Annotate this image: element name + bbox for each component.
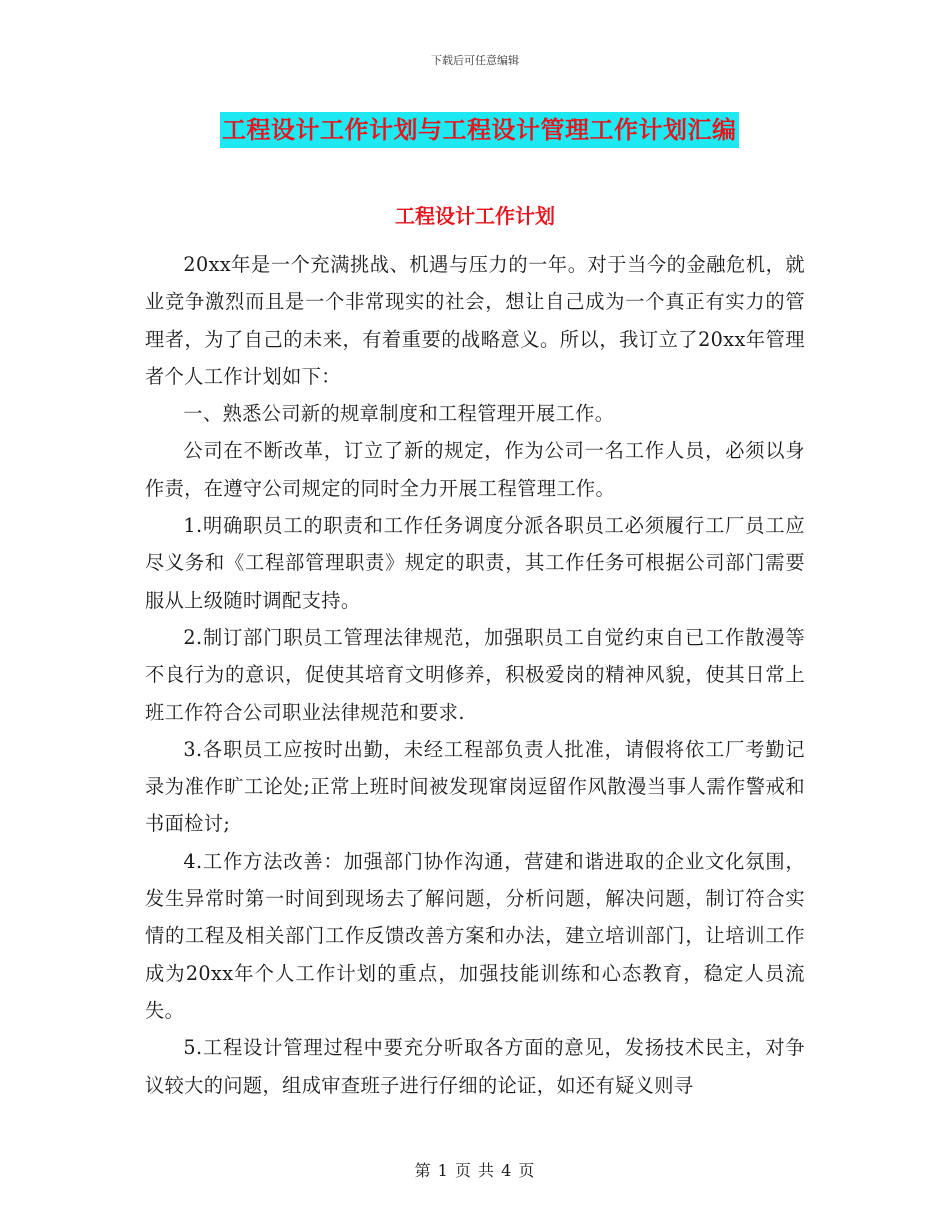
paragraph-item-4: 4.工作方法改善：加强部门协作沟通，营建和谐进取的企业文化氛围，发生异常时第一时间到现场去了解问题，分析问题，解决问题，制订符合实情的工程及相关部门工作反馈改善方案和办法，建立培训部门，让培训工作成为20xx年个人工作计划的重点，加强技能训练和心态教育，稳定人员流失。 xyxy=(145,849,805,1022)
paragraph-reform: 公司在不断改革，订立了新的规定，作为公司一名工作人员，必须以身作责，在遵守公司规定的同时全力开展工程管理工作。 xyxy=(145,439,805,500)
header-note: 下载后可任意编辑 xyxy=(431,54,519,67)
document-body xyxy=(145,246,805,1104)
paragraph-item-3: 3.各职员工应按时出勤，未经工程部负责人批准，请假将依工厂考勤记录为准作旷工论处;正常上班时间被发现窜岗逗留作风散漫当事人需作警戒和书面检讨; xyxy=(145,737,805,836)
page-footer: 第 1 页 共 4 页 xyxy=(414,1161,536,1180)
paragraph-item-1: 1.明确职员工的职责和工作任务调度分派各职员工必须履行工厂员工应尽义务和《工程部管理职责》规定的职责，其工作任务可根据公司部门需要服从上级随时调配支持。 xyxy=(145,514,805,612)
document-title: 工程设计工作计划与工程设计管理工作计划汇编 xyxy=(220,112,739,148)
paragraph-item-5: 5.工程设计管理过程中要充分听取各方面的意见，发扬技术民主，对争议较大的问题，组成审查班子进行仔细的论证，如还有疑义则寻 xyxy=(145,1036,805,1097)
paragraph-item-2: 2.制订部门职员工管理法律规范，加强职员工自觉约束自已工作散漫等不良行为的意识，促使其培育文明修养，积极爱岗的精神风貌，使其日常上班工作符合公司职业法律规范和要求. xyxy=(145,625,805,724)
section-title: 工程设计工作计划 xyxy=(395,204,555,228)
paragraph-heading-1: 一、熟悉公司新的规章制度和工程管理开展工作。 xyxy=(183,402,615,426)
paragraph-intro: 20xx年是一个充满挑战、机遇与压力的一年。对于当今的金融危机，就业竞争激烈而且是一个非常现实的社会，想让自己成为一个真正有实力的管理者，为了自己的未来，有着重要的战略意义。所以，我订立了20xx年管理者个人工作计划如下： xyxy=(145,253,805,388)
